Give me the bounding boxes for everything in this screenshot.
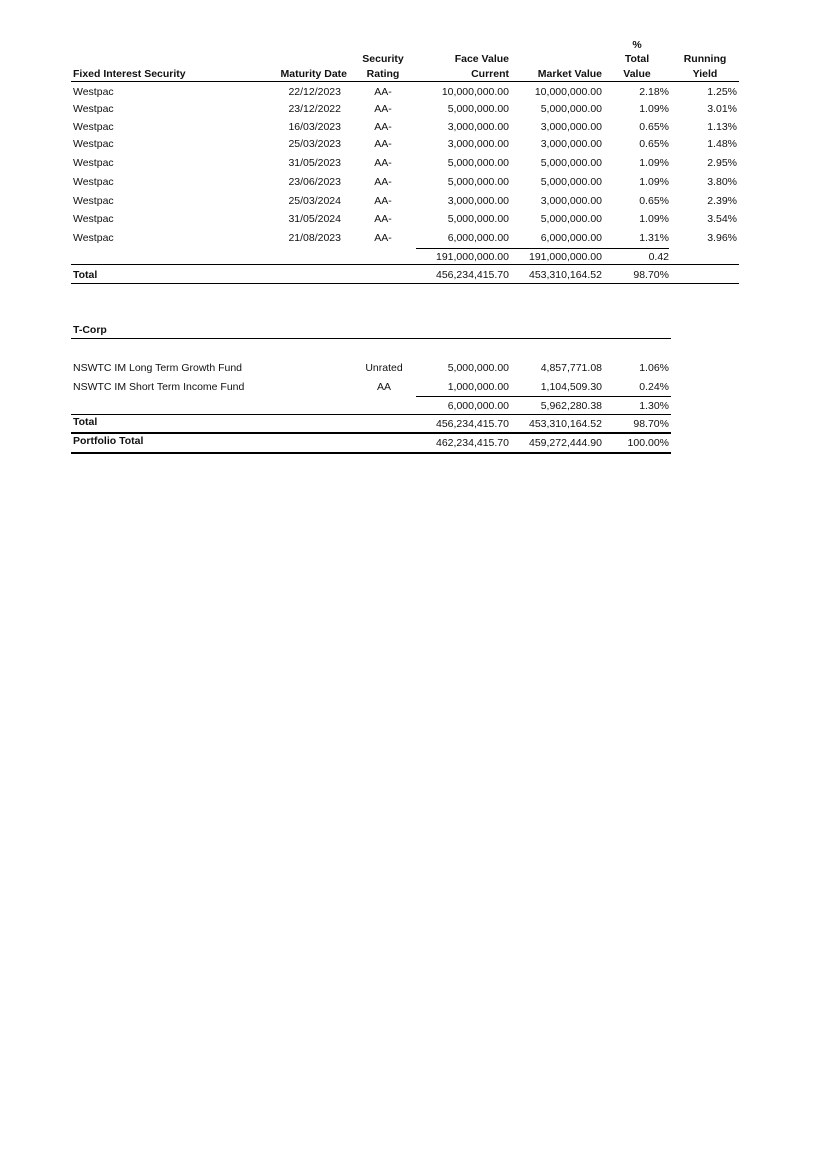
cell-running-yield: 3.54%: [707, 213, 737, 225]
cell-pct-total: 1.09%: [639, 176, 669, 188]
header-rule: [71, 81, 739, 82]
tcorp-title: T-Corp: [73, 324, 107, 336]
pct-header-line1: %: [632, 39, 642, 51]
cell-security: Westpac: [73, 213, 114, 225]
cell-rating: AA-: [374, 103, 392, 115]
tcorp-subtotal-market-value: 5,962,280.38: [540, 400, 602, 412]
cell-running-yield: 2.95%: [707, 157, 737, 169]
total-label: Total: [73, 269, 98, 281]
cell-pct-total: 0.65%: [639, 121, 669, 133]
total-pct: 98.70%: [633, 269, 669, 281]
yield-header-line1: Running: [683, 53, 727, 65]
cell-market-value: 5,000,000.00: [540, 176, 602, 188]
cell-pct-total: 1.09%: [639, 103, 669, 115]
subtotal-rule: [416, 248, 669, 249]
cell-security: Westpac: [73, 103, 114, 115]
cell-pct-total: 0.65%: [639, 138, 669, 150]
total-market-value: 453,310,164.52: [529, 269, 602, 281]
cell-pct-total: 0.24%: [639, 381, 669, 393]
cell-face-value: 10,000,000.00: [441, 86, 509, 98]
portfolio-total-face-value: 462,234,415.70: [436, 437, 509, 449]
cell-market-value: 5,000,000.00: [540, 103, 602, 115]
cell-market-value: 1,104,509.30: [540, 381, 602, 393]
cell-maturity-date: 16/03/2023: [288, 121, 341, 133]
cell-face-value: 5,000,000.00: [447, 103, 509, 115]
security-header: Fixed Interest Security: [73, 68, 186, 80]
rating-header-line2: Rating: [366, 68, 400, 80]
tcorp-total-pct: 98.70%: [633, 418, 669, 430]
tcorp-subtotal-pct: 1.30%: [639, 400, 669, 412]
cell-running-yield: 2.39%: [707, 195, 737, 207]
cell-running-yield: 3.80%: [707, 176, 737, 188]
cell-rating: AA-: [374, 86, 392, 98]
pct-header-line2: Total: [624, 53, 650, 65]
cell-face-value: 3,000,000.00: [447, 138, 509, 150]
subtotal-pct: 0.42: [648, 251, 669, 263]
total-face-value: 456,234,415.70: [436, 269, 509, 281]
cell-face-value: 6,000,000.00: [447, 232, 509, 244]
tcorp-subtotal-rule: [416, 396, 671, 397]
subtotal-market-value: 191,000,000.00: [529, 251, 602, 263]
cell-security: Westpac: [73, 86, 114, 98]
cell-rating: AA-: [374, 138, 392, 150]
cell-security: NSWTC IM Short Term Income Fund: [73, 381, 245, 393]
cell-rating: AA: [376, 381, 391, 393]
tcorp-total-rule: [71, 414, 671, 415]
tcorp-title-rule: [71, 338, 671, 339]
cell-market-value: 6,000,000.00: [540, 232, 602, 244]
cell-maturity-date: 31/05/2023: [288, 157, 341, 169]
face-value-header-line1: Face Value: [454, 53, 509, 65]
cell-security: Westpac: [73, 157, 114, 169]
cell-running-yield: 1.48%: [707, 138, 737, 150]
cell-maturity-date: 31/05/2024: [288, 213, 341, 225]
cell-pct-total: 0.65%: [639, 195, 669, 207]
total-top-rule: [71, 264, 739, 265]
cell-rating: AA-: [374, 213, 392, 225]
pct-header-line3: Value: [623, 68, 651, 80]
portfolio-total-label: Portfolio Total: [73, 435, 144, 447]
total-bottom-rule: [71, 283, 739, 284]
tcorp-subtotal-face-value: 6,000,000.00: [447, 400, 509, 412]
cell-pct-total: 1.09%: [639, 213, 669, 225]
cell-security: NSWTC IM Long Term Growth Fund: [73, 362, 243, 374]
cell-maturity-date: 23/12/2022: [288, 103, 341, 115]
cell-security: Westpac: [73, 232, 114, 244]
cell-maturity-date: 25/03/2023: [288, 138, 341, 150]
face-value-header-line2: Current: [471, 68, 509, 80]
cell-rating: AA-: [374, 157, 392, 169]
cell-running-yield: 1.25%: [707, 86, 737, 98]
cell-rating: Unrated: [365, 362, 403, 374]
cell-market-value: 4,857,771.08: [540, 362, 602, 374]
portfolio-total-bottom-rule: [71, 452, 671, 454]
tcorp-total-face-value: 456,234,415.70: [436, 418, 509, 430]
portfolio-total-pct: 100.00%: [627, 437, 669, 449]
cell-face-value: 3,000,000.00: [447, 121, 509, 133]
maturity-date-header: Maturity Date: [280, 68, 347, 80]
cell-market-value: 3,000,000.00: [540, 138, 602, 150]
cell-market-value: 10,000,000.00: [534, 86, 602, 98]
cell-rating: AA-: [374, 176, 392, 188]
tcorp-total-market-value: 453,310,164.52: [529, 418, 602, 430]
cell-face-value: 5,000,000.00: [447, 157, 509, 169]
market-value-header: Market Value: [537, 68, 602, 80]
cell-pct-total: 1.31%: [639, 232, 669, 244]
cell-security: Westpac: [73, 138, 114, 150]
cell-running-yield: 1.13%: [707, 121, 737, 133]
cell-face-value: 1,000,000.00: [447, 381, 509, 393]
cell-running-yield: 3.96%: [707, 232, 737, 244]
cell-maturity-date: 23/06/2023: [288, 176, 341, 188]
cell-market-value: 5,000,000.00: [540, 213, 602, 225]
cell-face-value: 5,000,000.00: [447, 362, 509, 374]
cell-maturity-date: 22/12/2023: [288, 86, 341, 98]
cell-maturity-date: 25/03/2024: [288, 195, 341, 207]
cell-market-value: 3,000,000.00: [540, 121, 602, 133]
portfolio-total-top-rule: [71, 432, 671, 434]
subtotal-face-value: 191,000,000.00: [436, 251, 509, 263]
cell-market-value: 5,000,000.00: [540, 157, 602, 169]
cell-security: Westpac: [73, 195, 114, 207]
cell-rating: AA-: [374, 232, 392, 244]
cell-security: Westpac: [73, 121, 114, 133]
portfolio-total-market-value: 459,272,444.90: [529, 437, 602, 449]
cell-security: Westpac: [73, 176, 114, 188]
cell-pct-total: 2.18%: [639, 86, 669, 98]
cell-face-value: 3,000,000.00: [447, 195, 509, 207]
rating-header-line1: Security: [362, 53, 404, 65]
cell-face-value: 5,000,000.00: [447, 213, 509, 225]
cell-rating: AA-: [374, 121, 392, 133]
tcorp-total-label: Total: [73, 416, 98, 428]
cell-pct-total: 1.06%: [639, 362, 669, 374]
cell-running-yield: 3.01%: [707, 103, 737, 115]
cell-pct-total: 1.09%: [639, 157, 669, 169]
cell-face-value: 5,000,000.00: [447, 176, 509, 188]
cell-rating: AA-: [374, 195, 392, 207]
yield-header-line2: Yield: [692, 68, 718, 80]
cell-maturity-date: 21/08/2023: [288, 232, 341, 244]
cell-market-value: 3,000,000.00: [540, 195, 602, 207]
